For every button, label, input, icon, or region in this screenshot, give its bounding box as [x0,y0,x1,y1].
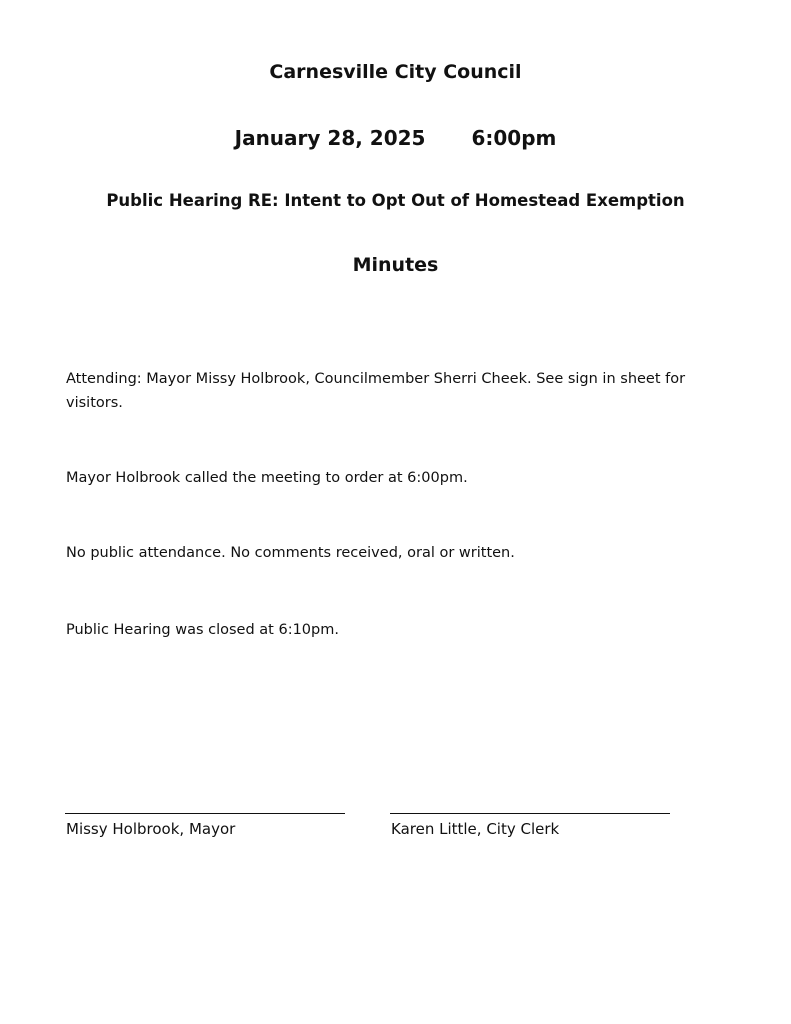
clerk-signature-name: Karen Little, City Clerk [391,820,560,838]
hearing-subject-heading: Public Hearing RE: Intent to Opt Out of Homestead Exemption [106,191,685,210]
council-name-heading: Carnesville City Council [269,61,522,83]
public-comments-paragraph: No public attendance. No comments received, oral or written. [66,545,515,561]
closing-paragraph: Public Hearing was closed at 6:10pm. [66,622,339,638]
mayor-signature-line [65,813,345,814]
meeting-date: January 28, 2025 [234,126,426,150]
document-type-heading: Minutes [352,254,439,276]
meeting-time: 6:00pm [471,126,557,150]
mayor-signature-name: Missy Holbrook, Mayor [66,820,236,838]
call-to-order-paragraph: Mayor Holbrook called the meeting to order at 6:00pm. [66,470,468,486]
clerk-signature-line [390,813,670,814]
attendance-paragraph: Attending: Mayor Missy Holbrook, Councilmember Sherri Cheek. See sign in sheet for visitors. [66,371,686,411]
meeting-datetime-heading [0,126,791,150]
